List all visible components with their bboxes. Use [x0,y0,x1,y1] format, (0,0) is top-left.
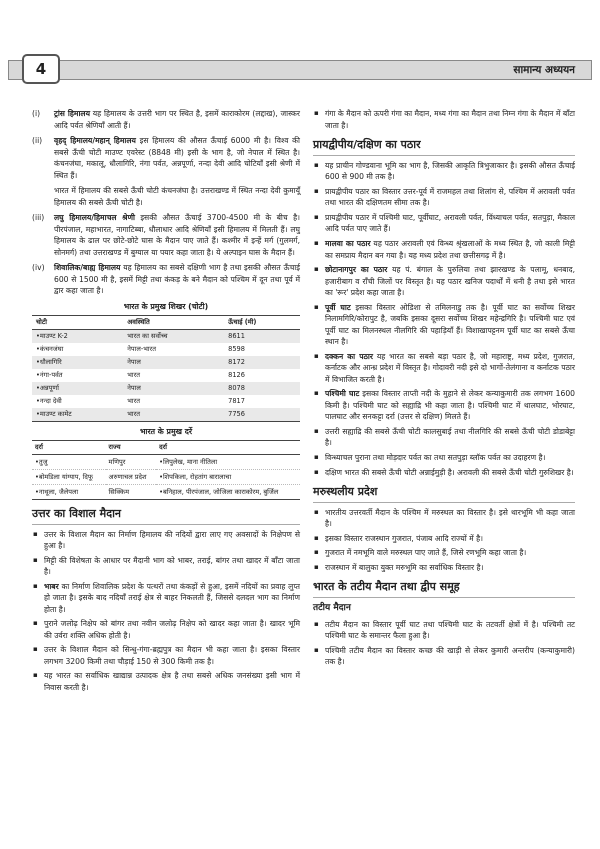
peaks-table [32,315,300,422]
pass-name: • नाथूला, जैलेपला [32,484,106,499]
bullet-text: इसका विस्तार ताप्ती नदी के मुहाने से लेकर कन्याकुमारी तक लगभग 1600 किमी है। पश्चिमी घाट को सह्याद्रि भी कहा जाता है। पश्चिमी घाट में थालघाट, भोरघाट, पालघाट और सनकट्टा दर्रा (उत्तर से दक्षिण) मिलते हैं। [325,389,575,422]
item-term: शिवालिक/बाह्य हिमालय [54,263,121,273]
passes-table-caption: भारत के प्रमुख दर्रे [139,426,193,436]
subheading-coastal-plain: तटीय मैदान [313,603,351,614]
bullet-item: ▪ उत्तरी सह्याद्रि की सबसे ऊँची चोटी कालसुबाई तथा नीलगिरि की सबसे ऊँची चोटी डोडाबेट्टा है। [313,426,575,449]
passes-header-pass: दर्रा [32,440,106,454]
table-row [32,343,300,356]
item-term: वृहद् हिमालय/महान् हिमालय [54,136,136,146]
section-heading-peninsular-plateau: प्रायद्वीपीय/दक्षिण का पठार [313,137,575,156]
page-header-title: सामान्य अध्ययन [513,64,575,76]
item-number: (iii) [32,213,45,223]
item-term: ट्रांस हिमालय [54,109,90,118]
item-text: इसकी औसत ऊँचाई 3700-4500 मी के बीच है। पीरपंजाल, महाभारत, नागाटिब्बा, धौलाधार आदि श्रेणियाँ इसी हिमालय में मिलती हैं। लघु हिमालय के ढाल पर छोटे-छोटे घास के मैदान पाए जाते हैं। कश्मीर में इन्हें मर्ग (गुलमर्ग, सोनमर्ग) तथा उत्तराखण्ड में बुग्याल या पयार कहा जाता है। ये अल्पाइन घास के मैदान हैं। [54,213,300,257]
pass-name: • बोमडिला यांग्याप, दिफू [32,469,106,484]
table-row [32,369,300,382]
bullet-item [313,238,575,261]
bullet-text: इसका विस्तार ओडिशा से तमिलनाडु तक है। पूर्वी घाट का सर्वोच्च शिखर निलामगिरि/कोरापुट है, जबकि इसका दूसरा सर्वोच्च शिखर महेन्द्रगिरि है। पश्चिमी घाट एवं पूर्वी घाट का मिलनस्थल नीलगिरि की पहाड़ियाँ हैं। विशाखापट्टनम पूर्वी घाट का सबसे ऊँचा स्थान है। [325,302,575,347]
bullet-item: ▪ उत्तर के विशाल मैदान को सिन्धु-गंगा-ब्रह्मपुत्र का मैदान भी कहा जाता है। इसका विस्तार लगभग 3200 किमी तथा चौड़ाई 150 से 300 किमी तक है। [32,644,300,667]
pass-state: मणिपुर [106,454,157,469]
peak-name: • माउण्ट K-2 [32,329,123,343]
bullet-term: भाबर [44,581,59,591]
table-row [32,329,300,343]
pass-name: • तुजु [32,454,106,469]
bullet-item: ▪ तटीय मैदान का विस्तार पूर्वी घाट तथा पश्चिमी घाट के तटवर्ती क्षेत्रों में है। पश्चिमी तट पश्चिमी घाट के समान्तर फैला हुआ है। [313,619,575,642]
peak-height: 8126 [228,371,245,380]
peak-name: • माउण्ट कामेट [32,408,123,422]
bullet-item [313,351,575,386]
bullet-term: पश्चिमी घाट [325,389,360,399]
peaks-header-peak: चोटी [32,315,123,329]
peak-name: • नंगा-पर्वत [32,369,123,382]
bullet-item [313,388,575,423]
item-number: (iv) [32,263,45,273]
peak-height: 8172 [228,358,245,367]
pass-name-2: • बनिहाल, पीरपंजाल, जोजिला काराकोरम, बुर्जिल [156,484,300,499]
pass-name-2: • शिपकिला, रोहतांग बारालाचा [156,469,300,484]
bullet-text: यह पं. बंगाल के पुरुलिया तथा झारखण्ड के पलामू, धनबाद, हजारीबाग व राँची जिलों पर विस्तृत है। यह पठार खनिज पदार्थों में धनी है तथा इसे भारत का 'रूर' प्रदेश कहा जाता है। [325,265,575,298]
peak-name: • नन्दा देवी [32,395,123,408]
peak-location: नेपाल-भारत [127,345,157,354]
peaks-header-location: अवस्थिति [123,315,224,329]
section-heading-coastal: भारत के तटीय मैदान तथा द्वीप समूह [313,579,575,598]
left-column [32,108,300,696]
peak-location: भारत [127,397,141,406]
table-row [32,356,300,369]
bullet-item: ▪ पुराने जलोढ़ निक्षेप को बांगर तथा नवीन जलोढ़ निक्षेप को खादर कहा जाता है। खादर भूमि की उर्वरा शक्ति अधिक होती है। [32,618,300,641]
item-term: लघु हिमालय/हिमाचल श्रेणी [54,213,135,223]
table-row [32,454,300,469]
bullet-item: ▪ पश्चिमी तटीय मैदान का विस्तार कच्छ की खाड़ी से लेकर कुमारी अन्तरीप (कन्याकुमारी) तक है। [313,645,575,668]
bullet-item: ▪ विन्ध्याचल पुराना तथा मोड़दार पर्वत का तथा सतपुड़ा ब्लॉक पर्वत का उदाहरण है। [313,452,575,464]
pass-state: सिक्किम [106,484,157,499]
bullet-item: ▪ गंगा के मैदान को ऊपरी गंगा का मैदान, मध्य गंगा का मैदान तथा निम्न गंगा के मैदान में बाँटा जाता है। [313,108,575,131]
bullet-term: पूर्वी घाट [325,302,351,312]
bullet-item: ▪ भारतीय उत्तरवर्ती मैदान के पश्चिम में मरुस्थल का विस्तार है। इसे थारभूमि भी कहा जाता है। [313,507,575,530]
item-text: यह हिमालय के उत्तरी भाग पर स्थित है, इसमें काराकोरम (लद्दाख), जास्कर आदि पर्वत श्रेणियाँ आती हैं। [54,109,300,130]
peak-location: नेपाल [127,384,141,393]
table-row [32,382,300,395]
peak-location: भारत [127,371,141,380]
passes-header-state: राज्य [106,440,157,454]
peak-location: भारत [123,408,224,422]
peak-location: नेपाल [127,358,141,367]
bullet-item: ▪ राजस्थान में बालुका युक्त मरुभूमि का सर्वाधिक विस्तार है। [313,562,575,574]
bullet-item: ▪ यह प्राचीन गोण्डवाना भूमि का भाग है, जिसकी आकृति त्रिभुजाकार है। इसकी औसत ऊँचाई 600 से 900 मी तक है। [313,160,575,183]
peak-location: भारत का सर्वोच्च [127,332,168,341]
bullet-item: ▪ इसका विस्तार राजस्थान गुजरात, पंजाब आदि राज्यों में है। [313,533,575,545]
bullet-item: ▪ उत्तर के विशाल मैदान का निर्माण हिमालय की नदियों द्वारा लाए गए अवसादों के निक्षेपण से हुआ है। [32,529,300,552]
bullet-item: ▪ दक्षिण भारत की सबसे ऊँची चोटी अन्नाईमुड़ी है। अरावली की सबसे ऊँची चोटी गुरुशिखर है। [313,467,575,479]
item-text: इस हिमालय की औसत ऊँचाई 6000 मी है। विश्व की सबसे ऊँची चोटी माउण्ट एवरेस्ट (8848 मी) इसी के भाग है, जो नेपाल में स्थित है। कंचनजंघा, मकालू, धौलागिरि, नंगा पर्वत, अन्नपूर्णा, नन्दा देवी आदि चोटियाँ इसी श्रेणी में स्थित हैं। [54,136,300,180]
peaks-table-caption: भारत के प्रमुख शिखर (चोटी) [123,301,209,311]
right-column [313,108,575,671]
bullet-item [313,264,575,299]
section-heading-northern-plain: उत्तर का विशाल मैदान [32,506,300,525]
table-row [32,395,300,408]
peak-name: • अन्नपूर्णा [32,382,123,395]
bullet-term: मालवा का पठार [325,238,371,248]
bullet-item: ▪ प्रायद्वीपीय पठार में पश्चिमी घाट, पूर्वीघाट, अरावली पर्वत, विंध्याचल पर्वत, सतपुड़ा, मैकाल आदि पर्वत पाए जाते हैं। [313,212,575,235]
himalaya-item-iii [32,212,300,258]
himalaya-item-i [32,108,300,131]
section-heading-desert: मरुस्थलीय प्रदेश [313,484,575,503]
bullet-item: ▪ प्रायद्वीपीय पठार का विस्तार उत्तर-पूर्व में राजमहल तथा शिलांग से, पश्चिम में अरावली पर्वत तथा भारत की दक्षिणतम सीमा तक है। [313,186,575,209]
peak-height: 8078 [228,384,245,393]
passes-table [32,440,300,500]
bullet-term: दक्कन का पठार [325,351,373,361]
passes-header-pass-2: दर्रा [156,440,300,454]
item-number: (ii) [32,136,43,146]
bullet-item [32,581,300,616]
page-header-bar [8,60,592,80]
item-number: (i) [32,109,41,118]
peak-height: 8611 [228,332,245,341]
peaks-header-height: ऊँचाई (मी) [224,315,300,329]
pass-name-2: • लिपुलेख, माना नीतिला [156,454,300,469]
bullet-text: का निर्माण शिवालिक प्रदेश के पत्थरों तथा कंकड़ों से हुआ, इसमें नदियों का प्रवाह लुप्त हो जाता है। इसके बाद नदियाँ तराई क्षेत्र से बाहर निकलती हैं, जिससे दलदल भाग का निर्माण होता है। [44,581,300,614]
himalaya-item-ii-note: भारत में हिमालय की सबसे ऊँची चोटी कंचनजंघा है। उत्तराखण्ड में स्थित नन्दा देवी कुमायूँ हिमालय की सबसे ऊँची चोटी है। [54,186,300,207]
himalaya-item-ii [32,135,300,181]
table-row [32,469,300,484]
bullet-item [313,302,575,348]
bullet-item: ▪ मिट्टी की विशेषता के आधार पर मैदानी भाग को भाबर, तराई, बांगर तथा खादर में बाँटा जाता है। [32,555,300,578]
peak-height: 7756 [224,408,300,422]
peak-height: 7817 [228,397,245,406]
item-text: यह हिमालय का सबसे दक्षिणी भाग है तथा इसकी औसत ऊँचाई 600 से 1500 मी है, इसमें मिट्टी तथा कंकड़ के बने मैदान को पश्चिम में दून तथा पूर्व में द्वार कहा जाता है। [54,263,300,296]
pass-state: अरुणाचल प्रदेश [106,469,157,484]
bullet-term: छोटानागपुर का पठार [325,265,388,275]
bullet-text: यह भारत का सबसे बड़ा पठार है, जो महाराष्ट्र, मध्य प्रदेश, गुजरात, कर्नाटक और आन्ध्र प्रदेश में विस्तृत है। गोदावरी नदी इसे दो भागों-तेलंगाना व कर्नाटक पठार में विभाजित करती है। [325,351,575,384]
himalaya-item-iv [32,262,300,297]
bullet-item: ▪ गुजरात में नमभूमि वाले मरुस्थल पाए जाते हैं, जिसे रणभूमि कहा जाता है। [313,547,575,559]
peak-name: • धौलागिरि [32,356,123,369]
table-row [32,408,300,422]
page-number: 4 [22,54,60,84]
peak-name: • कंचनजंघा [32,343,123,356]
bullet-item: ▪ यह भारत का सर्वाधिक खाद्यान्न उत्पादक क्षेत्र है तथा सबसे अधिक जनसंख्या इसी भाग में निवास करती है। [32,670,300,693]
peak-height: 8598 [228,345,245,354]
bullet-text: यह पठार अरावली एवं विन्ध्य श्रृंखलाओं के मध्य स्थित है, जो काली मिट्टी का समप्राय मैदान बन गया है। यह मध्य प्रदेश तथा छत्तीसगढ़ में है। [325,238,576,260]
table-row [32,484,300,499]
